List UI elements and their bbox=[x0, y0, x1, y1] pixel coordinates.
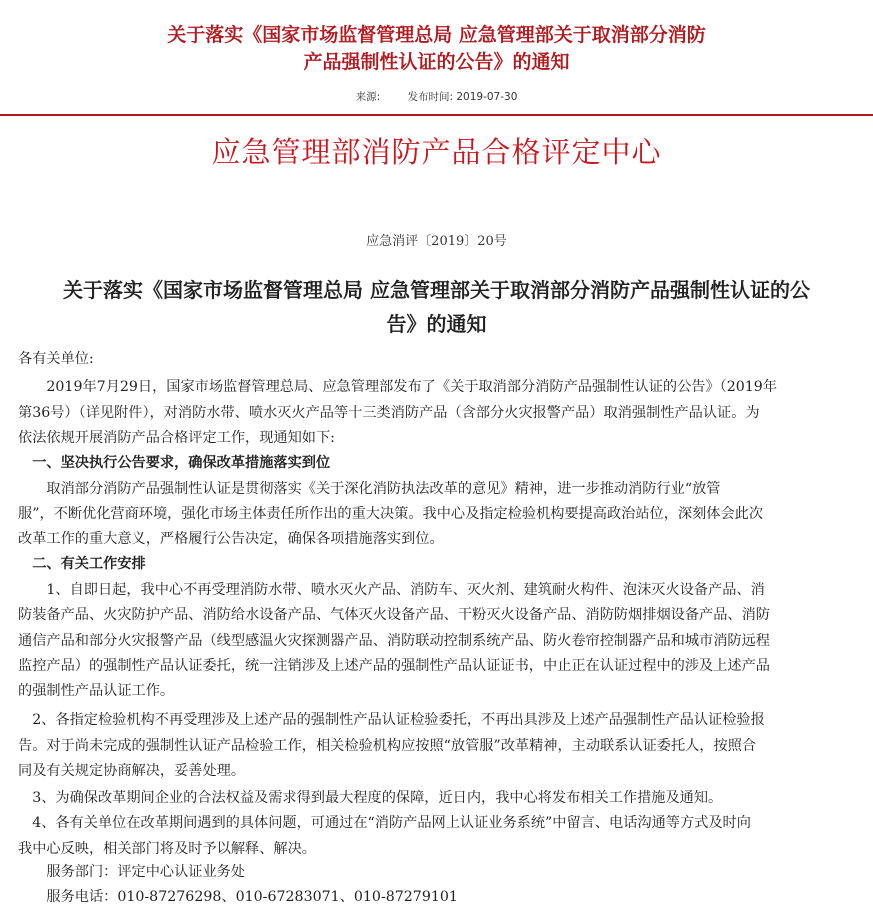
source-label: 来源: bbox=[355, 91, 381, 103]
article-title-line-1: 关于落实《国家市场监督管理总局 应急管理部关于取消部分消防 bbox=[167, 24, 706, 46]
body-line: 1、自即日起，我中心不再受理消防水带、喷水灭火产品、消防车、灭火剂、建筑耐火构件、泡沫灭火设备产品、消 bbox=[18, 582, 765, 598]
publish-date: 发布时间: 2019-07-30 bbox=[407, 91, 518, 103]
body-line: 2、各指定检验机构不再受理涉及上述产品的强制性产品认证检验委托，不再出具涉及上述产品强制性产品认证检验报 bbox=[18, 712, 765, 728]
body-line: 2019年7月29日，国家市场监督管理总局、应急管理部发布了《关于取消部分消防产品强制性认证的公告》（2019年 bbox=[18, 379, 778, 395]
body-line: 服务部门：评定中心认证业务处 bbox=[18, 864, 246, 880]
body-line: 各有关单位: bbox=[18, 351, 94, 367]
body-line: 一、坚决执行公告要求，确保改革措施落实到位 bbox=[18, 455, 331, 471]
document-number: 应急消评〔2019〕20号 bbox=[366, 234, 507, 249]
article-title-line-2: 产品强制性认证的公告》的通知 bbox=[303, 51, 570, 73]
body-line: 同及有关规定协商解决，妥善处理。 bbox=[18, 763, 246, 779]
document-title-line-1: 关于落实《国家市场监督管理总局 应急管理部关于取消部分消防产品强制性认证的公 bbox=[63, 278, 810, 302]
body-line: 通信产品和部分火灾报警产品（线型感温火灾探测器产品、消防联动控制系统产品、防火卷帘控制器产品和城市消防远程 bbox=[18, 633, 770, 649]
body-line: 防装备产品、火灾防护产品、消防给水设备产品、气体灭火设备产品、干粉灭火设备产品、消防防烟排烟设备产品、消防 bbox=[18, 607, 770, 623]
body-line: 二、有关工作安排 bbox=[18, 556, 146, 572]
body-line: 取消部分消防产品强制性认证是贯彻落实《关于深化消防执法改革的意见》精神，进一步推动消防行业“放管 bbox=[18, 481, 721, 497]
body-line: 第36号）（详见附件），对消防水带、喷水灭火产品等十三类消防产品（含部分火灾报警产品）取消强制性产品认证。为 bbox=[18, 405, 760, 421]
body-line: 告。对于尚未完成的强制性认证产品检验工作，相关检验机构应按照“放管服”改革精神，主动联系认证委托人，按照合 bbox=[18, 738, 757, 754]
body-line: 4、各有关单位在改革期间遇到的具体问题，可通过在“消防产品网上认证业务系统”中留言、电话沟通等方式及时向 bbox=[18, 815, 751, 831]
body-line: 监控产品）的强制性产品认证委托，统一注销涉及上述产品的强制性产品认证证书，中止正在认证过程中的涉及上述产品 bbox=[18, 658, 770, 674]
body-line: 3、为确保改革期间企业的合法权益及需求得到最大程度的保障，近日内，我中心将发布相关工作措施及通知。 bbox=[18, 790, 723, 806]
body-line: 我中心反映，相关部门将及时予以解释、解决。 bbox=[18, 841, 316, 857]
body-line: 依法依规开展消防产品合格评定工作，现通知如下: bbox=[18, 430, 335, 446]
body-line: 服”，不断优化营商环境，强化市场主体责任所作出的重大决策。我中心及指定检验机构要提高政治站位，深刻体会此次 bbox=[18, 506, 764, 522]
body-line: 改革工作的重大意义，严格履行公告决定，确保各项措施落实到位。 bbox=[18, 531, 444, 547]
issuing-org-header: 应急管理部消防产品合格评定中心 bbox=[211, 135, 662, 169]
body-line: 的强制性产品认证工作。 bbox=[18, 683, 175, 699]
document-title-line-2: 告》的通知 bbox=[386, 312, 487, 336]
body-line: 服务电话：010-87276298、010-67283071、010-87279101 bbox=[18, 889, 458, 905]
article-meta bbox=[0, 89, 873, 104]
header-divider bbox=[0, 114, 873, 116]
